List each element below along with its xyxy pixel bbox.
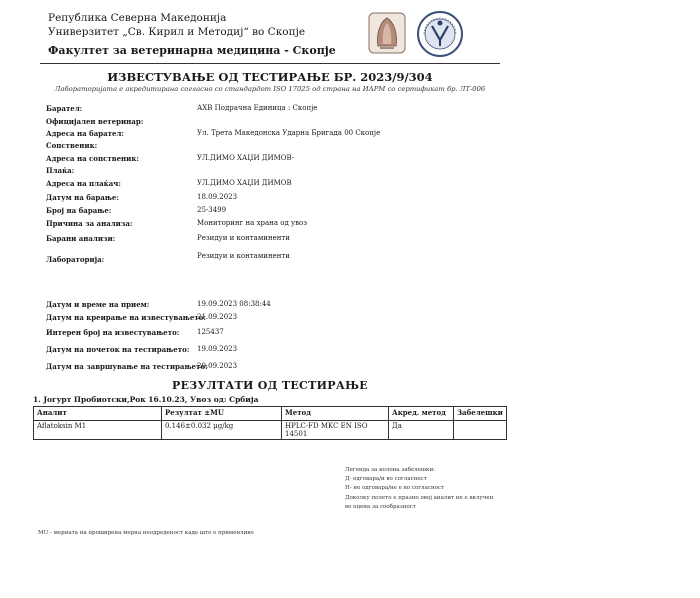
faculty-logo-icon: [416, 10, 464, 58]
field-value: Резидуи и контаминенти: [197, 234, 290, 242]
analyte-cell: Aflatoksin M1: [34, 421, 162, 440]
legend-line: Доколку полето е празно овој аналит не е вклучен: [345, 494, 494, 501]
legend: [345, 466, 493, 512]
column-header: Акред. метод: [389, 407, 454, 421]
field-label: Датум на завршување на тестирањето:: [46, 362, 208, 371]
field-value: 20.09.2023: [197, 362, 238, 370]
column-header: Аналит: [34, 407, 162, 421]
header-university: Универзитет „Св. Кирил и Методиј“ во Скопје: [48, 26, 306, 38]
result-cell: 0.146±0.032 μg/kg: [162, 421, 282, 440]
field-label: Плаќа:: [46, 166, 75, 175]
column-header: Резултат ±MU: [162, 407, 282, 421]
field-value: УЛ.ДИМО ХАЏИ ДИМОВ: [197, 179, 292, 187]
field-label: Причина за анализа:: [46, 219, 133, 228]
field-value: УЛ.ДИМО ХАЏИ ДИМОВ-: [197, 154, 294, 162]
field-label: Интерен број на известувањето:: [46, 328, 180, 337]
field-value: 19.09.2023 08:38:44: [197, 300, 271, 308]
header-country: Република Северна Македонија: [48, 12, 227, 24]
table-row: [34, 421, 507, 440]
results-table: [33, 406, 507, 440]
notes-cell: [454, 421, 507, 440]
field-label: Адреса на плаќач:: [46, 179, 121, 188]
field-label: Датум и време на прием:: [46, 300, 150, 309]
header-faculty: Факултет за ветеринарна медицина - Скопје: [48, 44, 336, 57]
field-value: Мониторинг на храна од увоз: [197, 219, 308, 227]
field-value: Резидуи и контаминенти: [197, 252, 290, 260]
field-value: 19.09.2023: [197, 345, 238, 353]
report-subtitle: Лабораторијата е акредитирана согласно со стандардот ISO 17025 од страна на ИАРМ со сертификат бр. ЛТ-006: [54, 85, 486, 93]
legend-line: Н- не одговара/не е во согласност: [345, 485, 445, 492]
column-header: Забелешки: [454, 407, 507, 421]
legend-line: Д- одговара/и во согласност: [345, 476, 427, 483]
field-label: Барател:: [46, 104, 83, 113]
field-label: Лабораторија:: [46, 255, 105, 264]
table-header-row: [34, 407, 507, 421]
legend-line: во оцена за сообразност: [345, 503, 416, 510]
field-label: Датум на почеток на тестирањето:: [46, 345, 190, 354]
field-label: Датум на креирање на известувањето:: [46, 313, 206, 322]
field-value: 125437: [197, 328, 224, 336]
header-divider: [40, 63, 500, 64]
column-header: Метод: [282, 407, 389, 421]
field-value: 25-3499: [197, 206, 227, 214]
field-label: Официјален ветеринар:: [46, 117, 144, 126]
field-label: Адреса на сопственик:: [46, 154, 139, 163]
field-label: Број на барање:: [46, 206, 112, 215]
field-label: Датум на барање:: [46, 193, 119, 202]
legend-line: Легенда за колона забелешки:: [345, 467, 435, 473]
results-title: РЕЗУЛТАТИ ОД ТЕСТИРАЊЕ: [172, 379, 368, 392]
field-label: Сопственик:: [46, 141, 98, 150]
method-cell: HPLC-FD MKC EN ISO 14501: [282, 421, 389, 440]
accredited-cell: Да: [389, 421, 454, 440]
field-label: Барани анализи:: [46, 234, 116, 243]
mu-footnote: MU - мерната на проширена мерна неодреденост каде што е применливо: [38, 530, 254, 536]
field-value: АХВ Подрачна Единица : Скопје: [197, 104, 318, 112]
field-value: Ул. Трета Македонска Ударна Бригада 00 Скопје: [197, 129, 381, 137]
report-title: ИЗВЕСТУВАЊЕ ОД ТЕСТИРАЊЕ БР. 2023/9/304: [107, 70, 433, 84]
university-emblem-icon: [368, 12, 406, 54]
field-value: 21.09.2023: [197, 313, 238, 321]
field-value: 18.09.2023: [197, 193, 238, 201]
sample-description: 1. Јогурт Пробиотски,Рок 16.10.23, Увоз од: Србија: [33, 395, 259, 404]
field-label: Адреса на барател:: [46, 129, 124, 138]
